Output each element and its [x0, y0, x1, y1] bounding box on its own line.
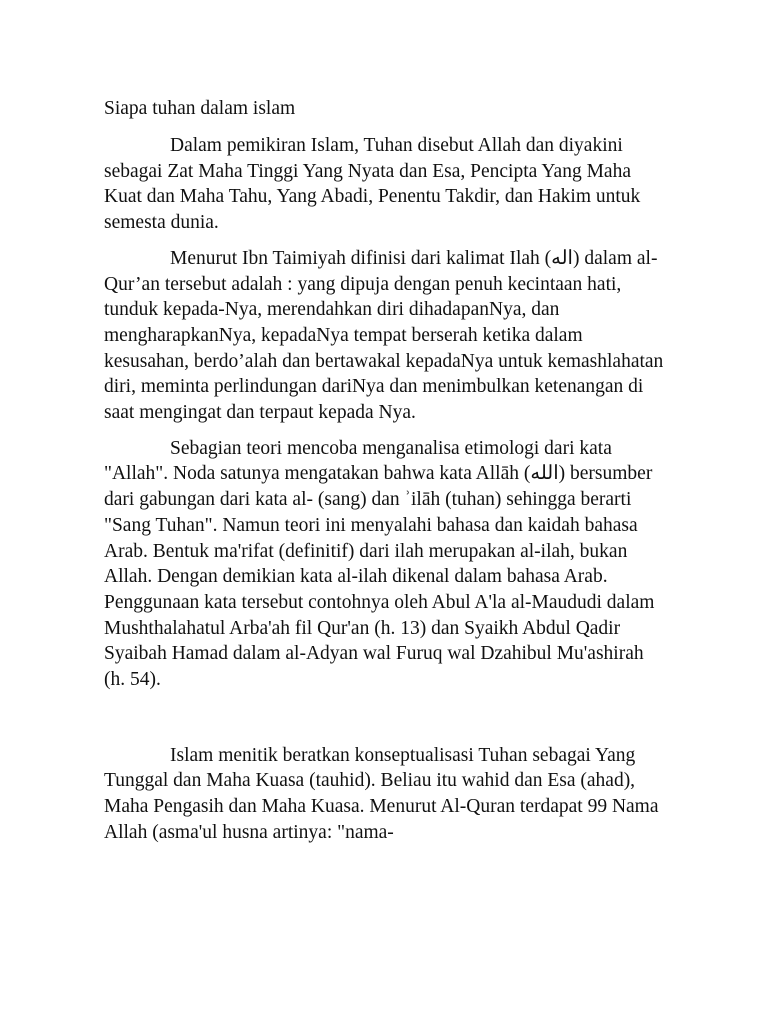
- document-title: Siapa tuhan dalam islam: [104, 98, 296, 119]
- paragraph-spacer: [104, 703, 664, 743]
- paragraph-4: Islam menitik beratkan konseptualisasi Tuhan sebagai Yang Tunggal dan Maha Kuasa (tauhid). Beliau itu wahid dan Esa (ahad), Maha Pengasih dan Maha Kuasa. Menurut Al-Quran terdapat 99 Nama Allah (asma'ul husna artinya: "nama-: [104, 744, 659, 843]
- paragraph-2: Menurut Ibn Taimiyah difinisi dari kalimat Ilah (اله) dalam al-Qur’an tersebut adalah : yang dipuja dengan penuh kecintaan hati, tunduk kepada-Nya, merendahkan diri dihadapanNya, dan mengharapkanNya, kepadaNya tempat berserah ketika dalam kesusahan, berdo’alah dan bertawakal kepadaNya untuk kemashlahatan diri, meminta perlindungan dariNya dan menimbulkan ketenangan di saat mengingat dan terpaut kepada Nya.: [104, 247, 664, 424]
- paragraph-3: Sebagian teori mencoba menganalisa etimologi dari kata "Allah". Noda satunya mengatakan bahwa kata Allāh (الله) bersumber dari gabungan dari kata al- (sang) dan ʾilāh (tuhan) sehingga berarti "Sang Tuhan". Namun teori ini menyalahi bahasa dan kaidah bahasa Arab. Bentuk ma'rifat (definitif) dari ilah merupakan al-ilah, bukan Allah. Dengan demikian kata al-ilah dikenal dalam bahasa Arab. Penggunaan kata tersebut contohnya oleh Abul A'la al-Maududi dalam Mushthalahatul Arba'ah fil Qur'an (h. 13) dan Syaikh Abdul Qadir Syaibah Hamad dalam al-Adyan wal Furuq wal Dzahibul Mu'ashirah (h. 54).: [104, 437, 655, 691]
- document-page: [104, 96, 664, 856]
- paragraph-1: Dalam pemikiran Islam, Tuhan disebut Allah dan diyakini sebagai Zat Maha Tinggi Yang Nyata dan Esa, Pencipta Yang Maha Kuat dan Maha Tahu, Yang Abadi, Penentu Takdir, dan Hakim untuk semesta dunia.: [104, 135, 641, 234]
